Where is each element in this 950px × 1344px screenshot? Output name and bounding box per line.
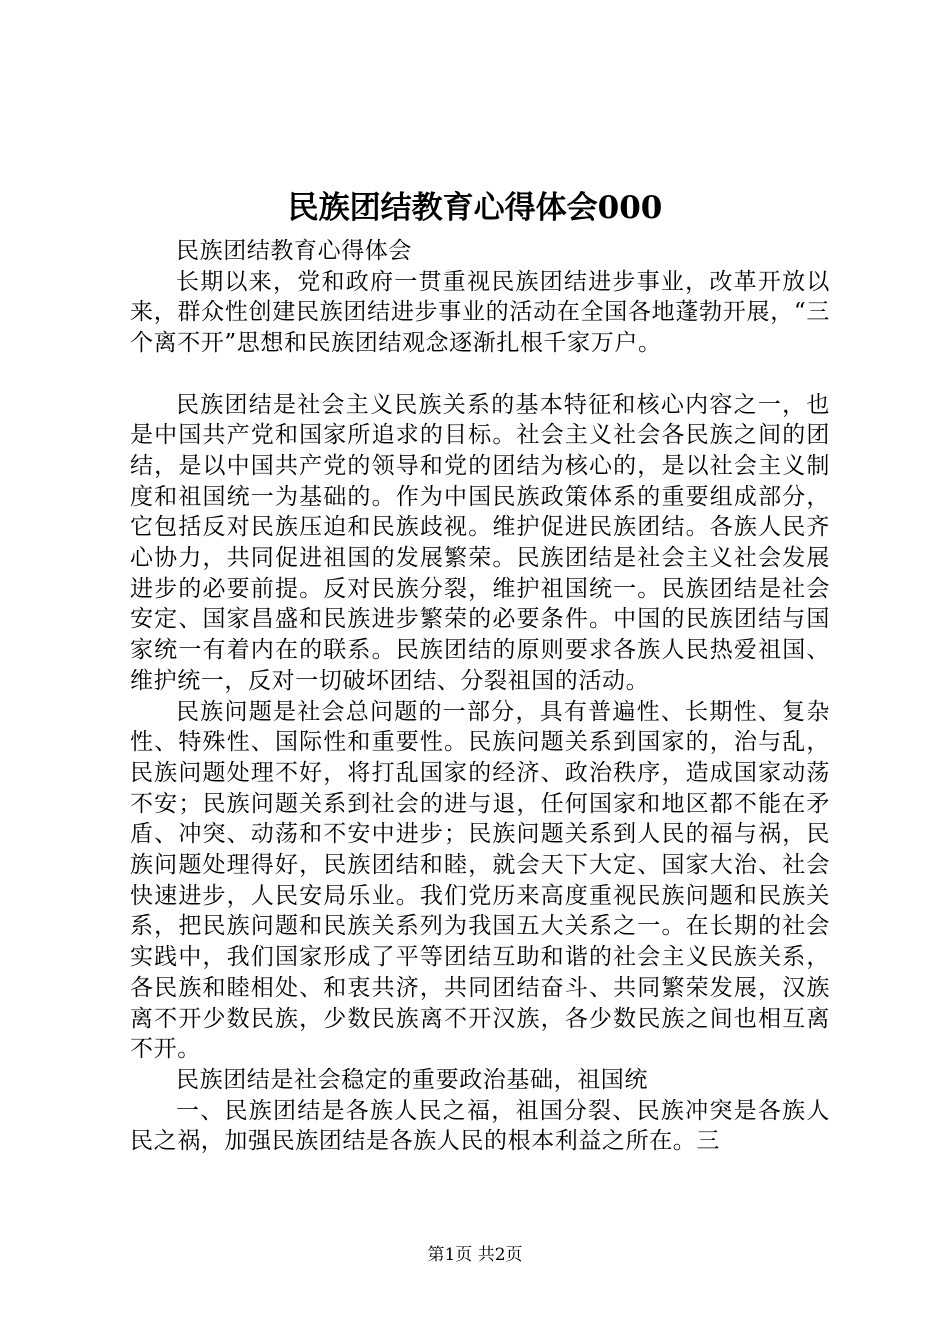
paragraph-point-one: 一、民族团结是各族人民之福，祖国分裂、民族冲突是各族人民之祸，加强民族团结是各族人民的根本利益之所在。三 <box>130 1097 830 1155</box>
paragraph-intro: 长期以来，党和政府一贯重视民族团结进步事业，改革开放以来，群众性创建民族团结进步事业的活动在全国各地蓬勃开展，“三个离不开”思想和民族团结观念逐渐扎根千家万户。 <box>130 268 830 357</box>
paragraph-stability: 民族团结是社会稳定的重要政治基础，祖国统 <box>176 1066 648 1093</box>
paragraph-subtitle: 民族团结教育心得体会 <box>176 238 412 264</box>
document-title: 民族团结教育心得体会000 <box>287 190 663 226</box>
paragraph-ethnic-issues: 民族问题是社会总问题的一部分，具有普遍性、长期性、复杂性、特殊性、国际性和重要性。民族问题关系到国家的，治与乱，民族问题处理不好，将打乱国家的经济、政治秩序，造成国家动荡不安；民族问题关系到社会的进与退，任何国家和地区都不能在矛盾、冲突、动荡和不安中进步；民族问题关系到人民的福与祸，民族问题处理得好，民族团结和睦，就会天下大定、国家大治、社会快速进步，人民安局乐业。我们党历来高度重视民族问题和民族关系，把民族问题和民族关系列为我国五大关系之一。在长期的社会实践中，我们国家形成了平等团结互助和谐的社会主义民族关系，各民族和睦相处、和衷共济，共同团结奋斗、共同繁荣发展，汉族离不开少数民族，少数民族离不开汉族，各少数民族之间也相互离不开。 <box>130 698 830 1063</box>
page-number-footer: 第1页 共2页 <box>427 1245 523 1265</box>
paragraph-unity-definition: 民族团结是社会主义民族关系的基本特征和核心内容之一，也是中国共产党和国家所追求的目标。社会主义社会各民族之间的团结，是以中国共产党的领导和党的团结为核心的，是以社会主义制度和祖国统一为基础的。作为中国民族政策体系的重要组成部分，它包括反对民族压迫和民族歧视。维护促进民族团结。各族人民齐心协力，共同促进祖国的发展繁荣。民族团结是社会主义社会发展进步的必要前提。反对民族分裂，维护祖国统一。民族团结是社会安定、国家昌盛和民族进步繁荣的必要条件。中国的民族团结与国家统一有着内在的联系。民族团结的原则要求各族人民热爱祖国、维护统一，反对一切破坏团结、分裂祖国的活动。 <box>130 391 830 694</box>
document-body <box>130 236 830 1157</box>
